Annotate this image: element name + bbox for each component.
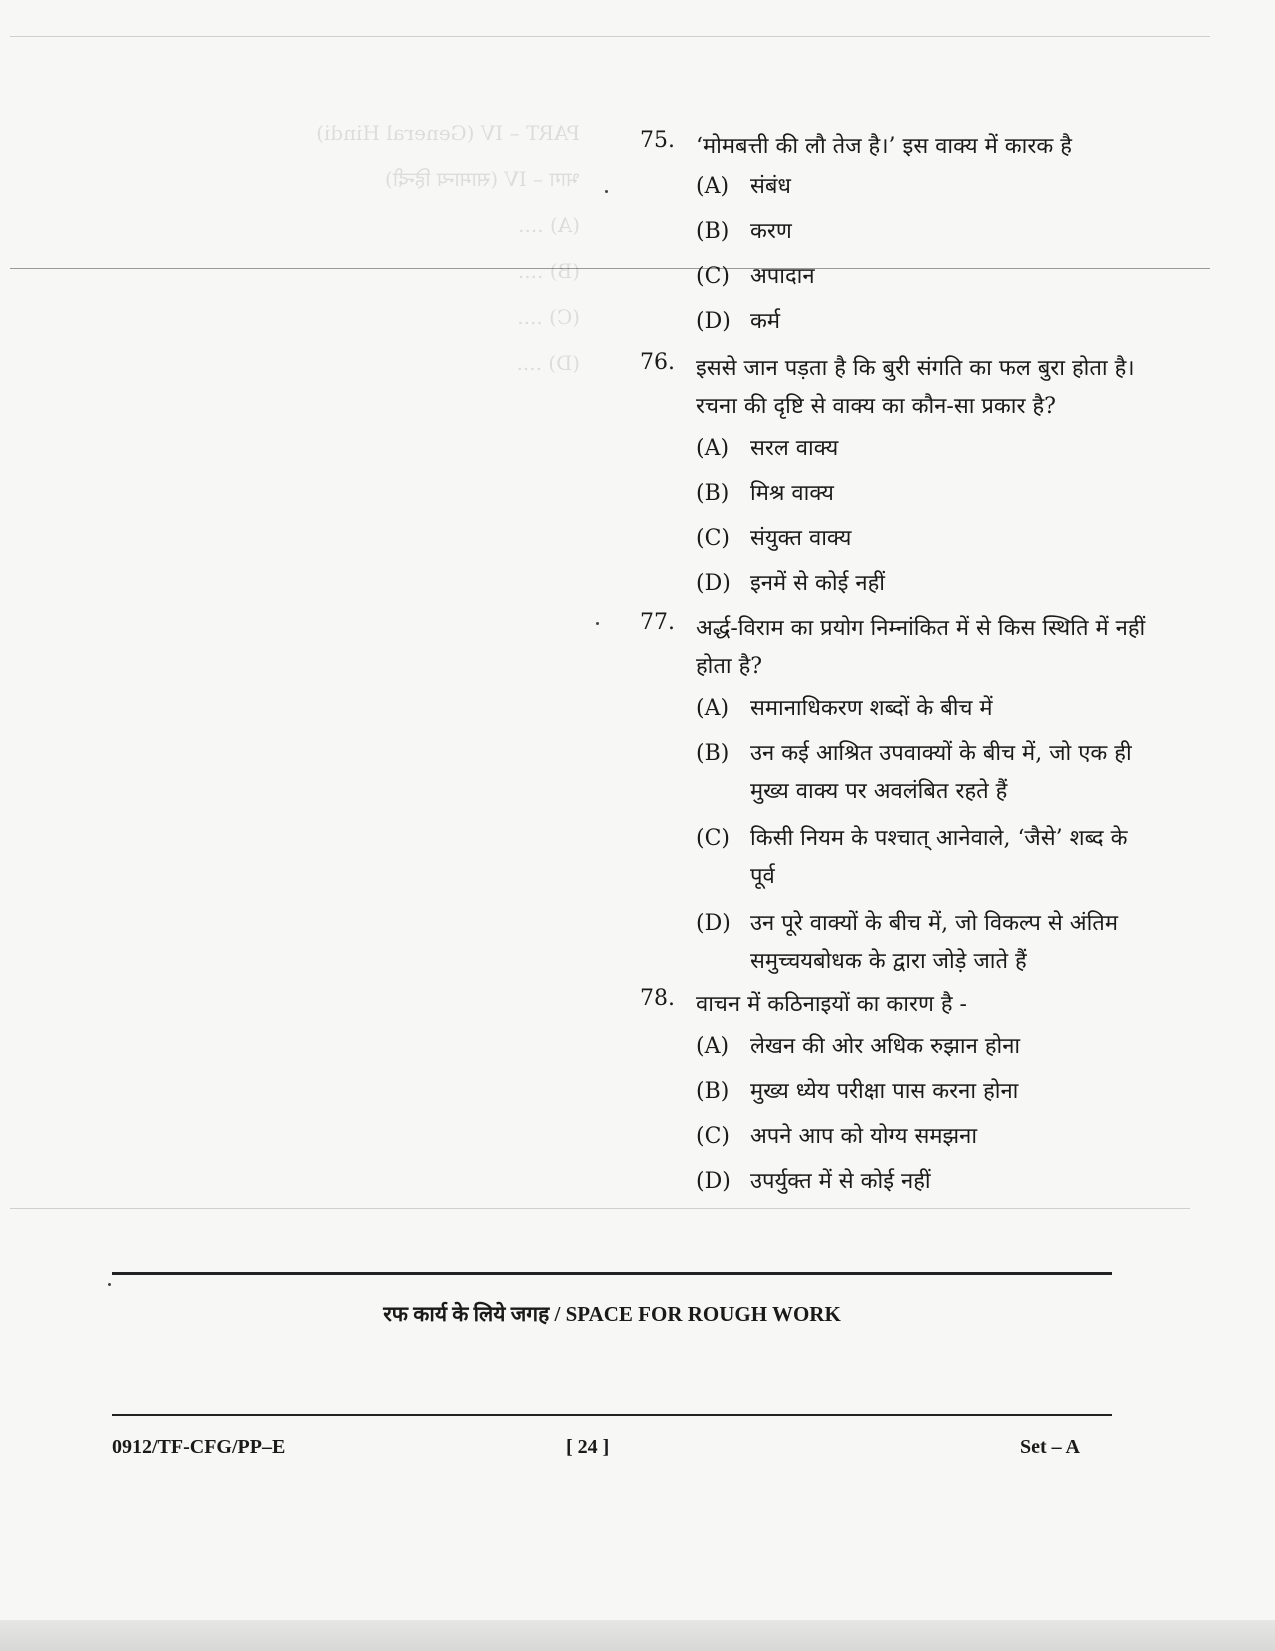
option-text: उन कई आश्रित उपवाक्यों के बीच में, जो एक ही मुख्य वाक्य पर अवलंबित रहते हैं [750,741,1132,804]
ghost-line: (D) .... [516,351,580,375]
option-label: (C) [696,1124,730,1149]
option-text: उन पूरे वाक्यों के बीच में, जो विकल्प से अंतिम समुच्चयबोधक के द्वारा जोड़े जाते हैं [750,911,1118,974]
option-text: सरल वाक्य [750,436,839,461]
option-label: (B) [696,1079,730,1104]
speck [605,190,608,193]
question-text: ‘मोमबत्ती की लौ तेज है।’ इस वाक्य में कारक है [696,134,1072,159]
question-text: अर्द्ध-विराम का प्रयोग निम्नांकित में से किस स्थिति में नहीं होता है? [696,616,1146,679]
option-text: मुख्य ध्येय परीक्षा पास करना होना [750,1079,1019,1104]
scan-bottom-edge [0,1620,1275,1651]
option-label: (A) [696,436,730,461]
option-text: करण [750,219,792,244]
bleed-through-text [150,110,580,1180]
paper-code: 0912/TF-CFG/PP–E [112,1436,286,1458]
option-label: (A) [696,1034,730,1059]
option-label: (D) [696,309,731,334]
ghost-line: भाग – IV (सामान्य हिन्दी) [385,167,580,191]
scan-artifact-line [10,36,1210,37]
page-number: [ 24 ] [566,1436,610,1458]
question-number: 78. [640,986,675,1011]
option-label: (D) [696,1169,731,1194]
question-number: 76. [640,350,675,375]
option-label: (A) [696,174,730,199]
ghost-line: (B) .... [517,259,580,283]
option-label: (D) [696,911,731,936]
speck [108,1283,111,1286]
option-label: (D) [696,571,731,596]
option-label: (C) [696,826,730,851]
option-text: अपादान [750,264,815,289]
option-text: मिश्र वाक्य [750,481,834,506]
question-number: 77. [640,610,675,635]
question-text: इससे जान पड़ता है कि बुरी संगति का फल बुरा होता है। रचना की दृष्टि से वाक्य का कौन-सा प्रकार है? [696,356,1135,419]
footer-rule [112,1414,1112,1416]
option-text: संयुक्त वाक्य [750,526,852,551]
option-text: अपने आप को योग्य समझना [750,1124,978,1149]
option-label: (C) [696,264,730,289]
ghost-line: (A) .... [518,213,580,237]
option-text: समानाधिकरण शब्दों के बीच में [750,696,993,721]
option-text: लेखन की ओर अधिक रुझान होना [750,1034,1021,1059]
option-text: उपर्युक्त में से कोई नहीं [750,1169,931,1194]
speck [596,622,599,625]
option-label: (C) [696,526,730,551]
ghost-line: (C) .... [517,305,580,329]
question-text: वाचन में कठिनाइयों का कारण है - [696,992,967,1017]
rough-work-heading: रफ कार्य के लिये जगह / SPACE FOR ROUGH WORK [383,1302,841,1326]
scan-artifact-line [10,1208,1190,1209]
option-text: इनमें से कोई नहीं [750,571,886,596]
option-text: किसी नियम के पश्चात् आनेवाले, ‘जैसे’ शब्द के पूर्व [750,826,1128,889]
option-text: संबंध [750,174,791,199]
option-label: (B) [696,219,730,244]
question-number: 75. [640,128,675,153]
set-label: Set – A [1020,1436,1080,1458]
option-label: (A) [696,696,730,721]
ghost-line: PART – IV (General Hindi) [316,121,580,145]
option-text: कर्म [750,309,781,334]
divider-rule [112,1272,1112,1275]
option-label: (B) [696,481,730,506]
option-label: (B) [696,741,730,766]
